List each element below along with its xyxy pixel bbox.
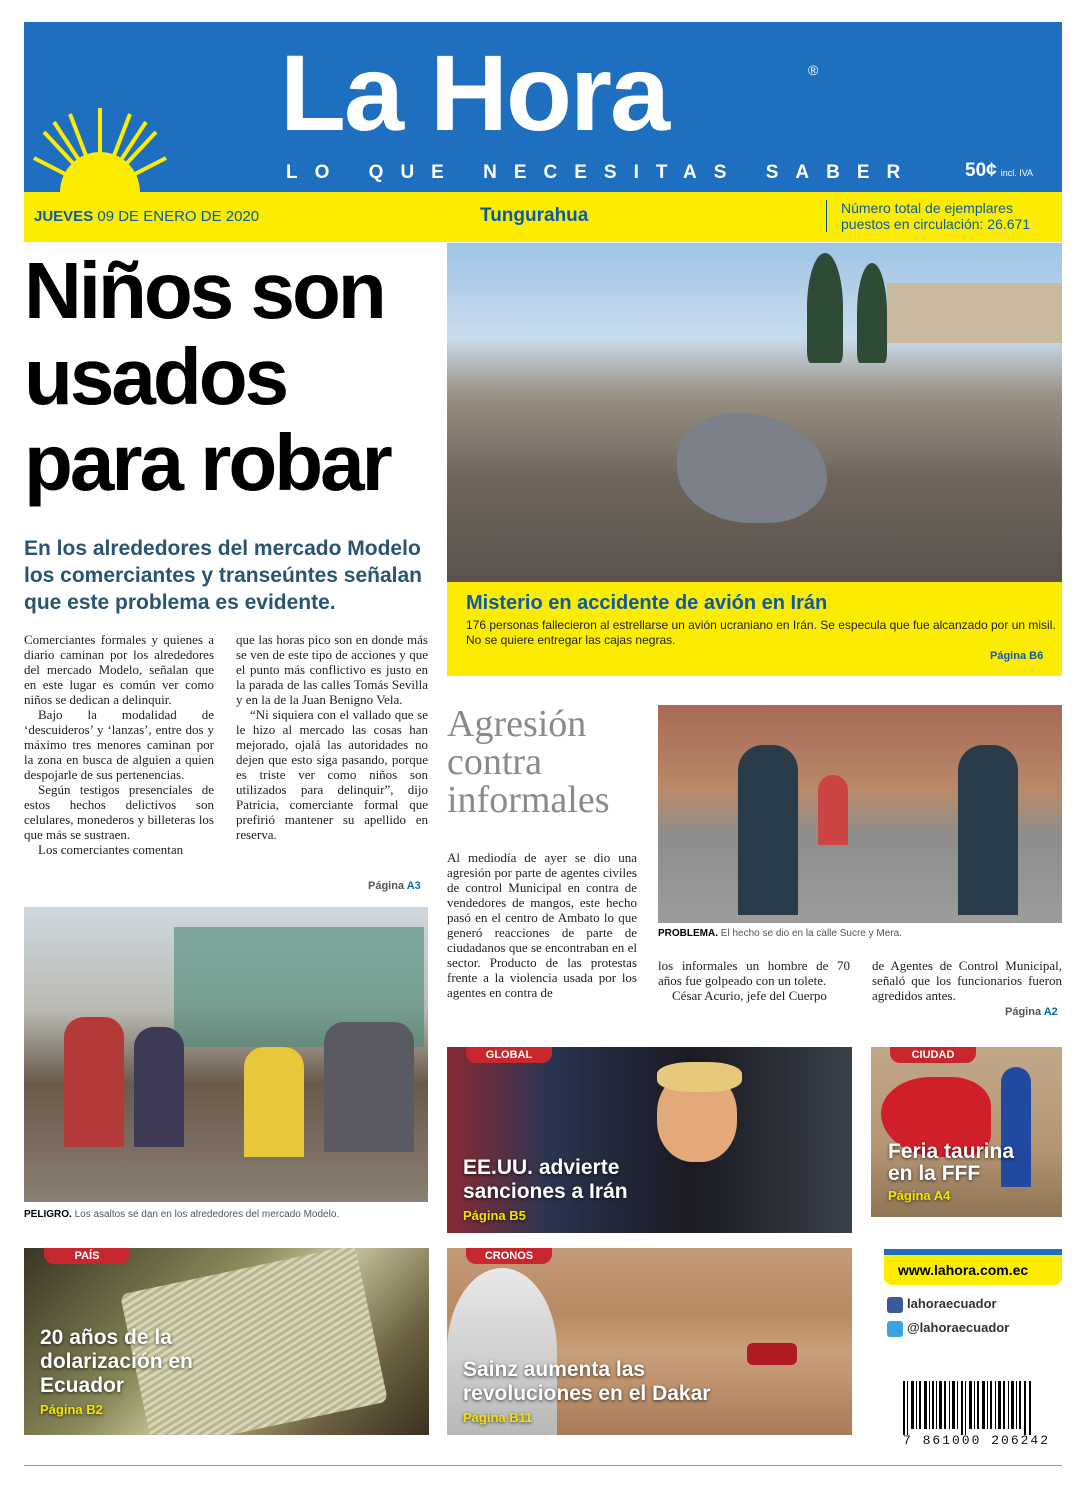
bottom-rule <box>24 1465 1062 1466</box>
teaser-pais-title[interactable]: 20 años de la dolarización en Ecuador Página B2 <box>40 1326 193 1417</box>
agresion-photo-caption: PROBLEMA. El hecho se dio en la calle Sucre y Mera. <box>658 928 902 939</box>
iran-crash-photo <box>447 243 1062 582</box>
facebook-icon <box>887 1297 903 1313</box>
tag-global: GLOBAL <box>466 1047 552 1063</box>
tag-ciudad: CIUDAD <box>890 1047 976 1063</box>
iran-story-text: 176 personas fallecieron al estrellarse un avión ucraniano en Irán. Se especula que fue alcanzado por un misil. No se quiere entregar las cajas negras. <box>466 618 1056 647</box>
issue-date: JUEVES 09 DE ENERO DE 2020 <box>34 208 260 225</box>
website-box[interactable] <box>884 1249 1062 1285</box>
price-note: incl. IVA <box>1000 168 1034 178</box>
teaser-ciudad-title[interactable]: Feria taurina en la FFF Página A4 <box>888 1140 1015 1203</box>
agresion-column-1: Al mediodía de ayer se dio una agresión por parte de agentes civiles de control Municipal en contra de vendedores de mangos, este hecho pasó en el centro de Ambato lo que generó reacciones de parte de ciudadanos que se encontraban en el sector. Producto de las protestas frente a la violencia usada por los agentes en contra de <box>447 850 637 1000</box>
lead-column-1: Comerciantes formales y quienes a diario caminan por los alrededores del mercado Modelo, señalan que en este lugar es común ver como niños se dedican a delinquir. Bajo la modalidad de ‘descuideros’ y ‘lanzas’, entre dos y máximo tres menores caminan por la zona en busca de alguien a quien despojarle de sus pertenencias. Según testigos presenciales de estos hechos delictivos son celulares, monederos y billeteras los que más se sustraen. Los comerciantes comentan <box>24 632 214 857</box>
iran-story-title[interactable]: Misterio en accidente de avión en Irán <box>466 592 828 614</box>
agresion-column-2: los informales un hombre de 70 años fue golpeado con un tolete. César Acurio, jefe del Cuerpo <box>658 958 850 1003</box>
twitter-icon <box>887 1321 903 1337</box>
tag-pais: PAÍS <box>44 1248 130 1264</box>
region-label: Tungurahua <box>480 205 589 226</box>
barcode-icon <box>903 1381 1033 1435</box>
lead-subhead: En los alrededores del mercado Modelo los comerciantes y transeúntes señalan que este problema es evidente. <box>24 537 423 614</box>
circulation-note: Número total de ejemplares puestos en circulación: 26.671 <box>826 200 1051 232</box>
lead-page-ref: Página A3 <box>368 880 421 892</box>
iran-page-ref: Página B6 <box>990 650 1044 662</box>
agresion-column-3: de Agentes de Control Municipal, señaló que los funcionarios fueron agredidos antes. <box>872 958 1062 1003</box>
barcode-number: 7 861000 206242 <box>903 1433 1051 1448</box>
market-photo-caption: PELIGRO. Los asaltos se dan en los alrededores del mercado Modelo. <box>24 1209 340 1220</box>
market-photo <box>24 907 428 1202</box>
agresion-photo <box>658 705 1062 923</box>
newspaper-logo: La Hora <box>280 32 669 153</box>
agresion-title: Agresión contra informales <box>447 703 610 821</box>
agresion-page-ref: Página A2 <box>1005 1006 1058 1018</box>
price: 50¢ incl. IVA <box>965 160 1034 181</box>
registered-mark: ® <box>808 62 819 78</box>
website-link[interactable]: www.lahora.com.ec <box>898 1262 1029 1278</box>
facebook-link[interactable]: lahoraecuador <box>887 1296 997 1313</box>
tag-cronos: CRONOS <box>466 1248 552 1264</box>
lead-column-2: que las horas pico son en donde más se ven de este tipo de acciones y que el punto más conflictivo es justo en la parada de las calles Tomás Sevilla y en la de la Juan Benigno Vela. “Ni siquiera con el vallado que se le hizo al mercado las cosas han mejorado, ojalá las autoridades no dejen que esto siga pasando, porque es triste ver como niños son utilizados para delinquir”, dijo Patricia, comerciante formal que prefirió mantener su apellido en reserva. <box>236 632 428 842</box>
twitter-link[interactable]: @lahoraecuador <box>887 1320 1009 1337</box>
slogan: LO QUE NECESITAS SABER <box>286 162 918 183</box>
lead-headline: Niños son usados para robar <box>24 246 390 507</box>
teaser-cronos-title[interactable]: Sainz aumenta las revoluciones en el Dakar Página B11 <box>463 1358 711 1425</box>
sun-logo-icon <box>30 100 170 192</box>
teaser-global-title[interactable]: EE.UU. advierte sanciones a Irán Página B5 <box>463 1156 628 1223</box>
